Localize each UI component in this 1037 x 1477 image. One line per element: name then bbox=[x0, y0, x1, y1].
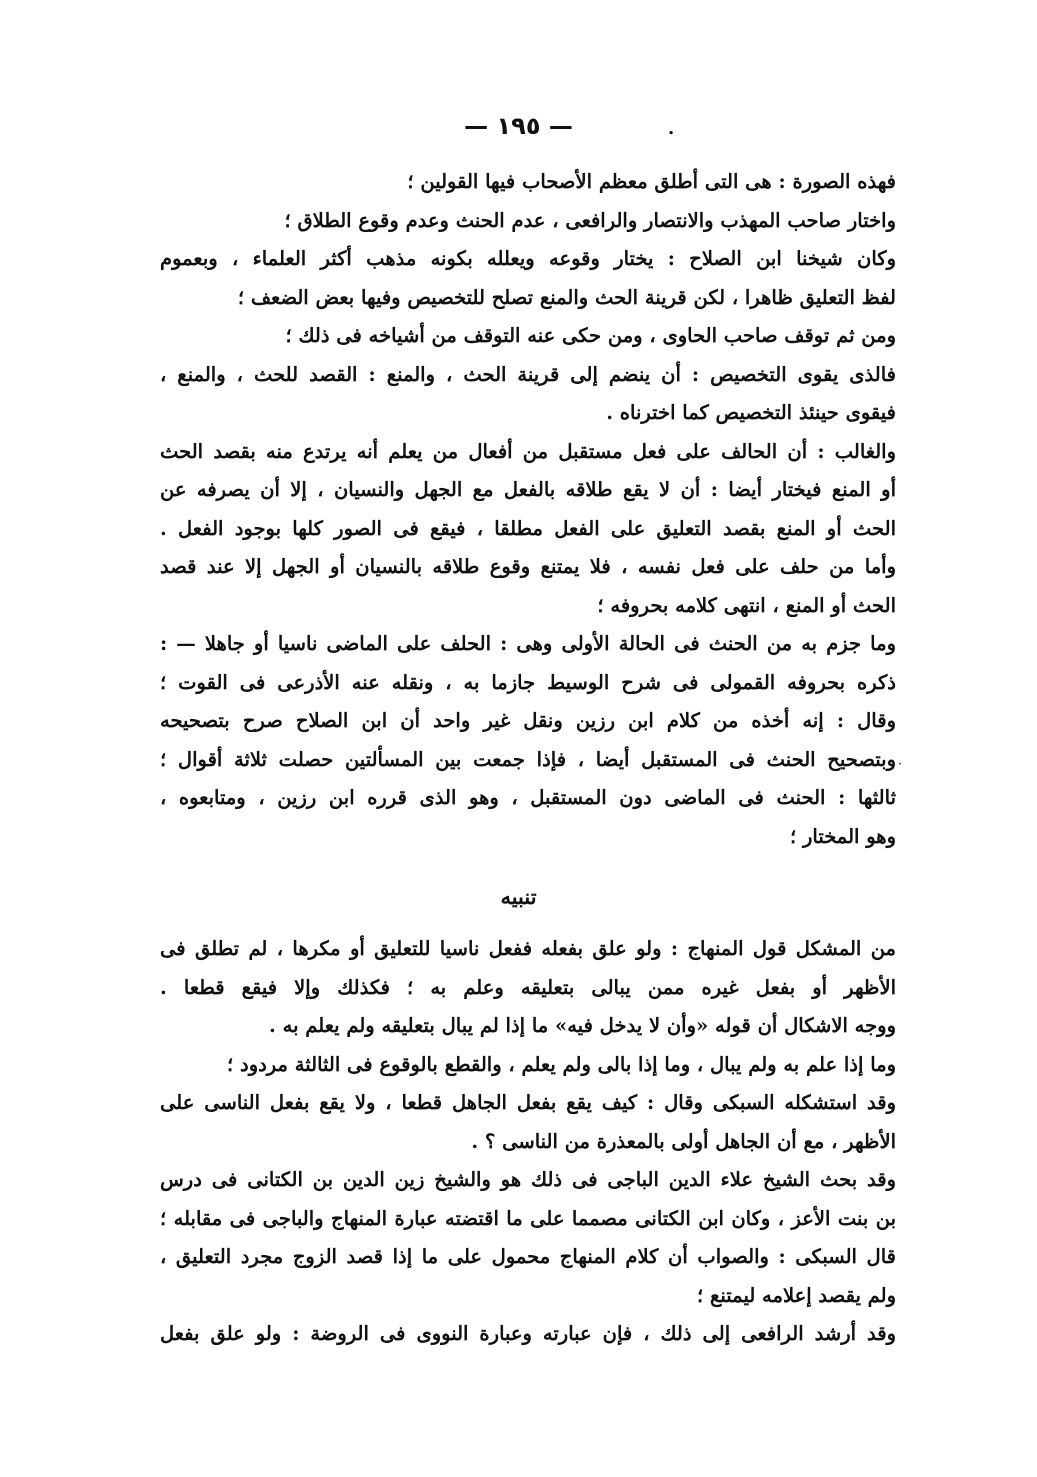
text-line: فالذى يقوى التخصيص : أن ينضم إلى قرينة الحث ، والمنع : القصد للحث ، والمنع ، bbox=[160, 362, 896, 386]
section-heading: تنبيه bbox=[500, 884, 537, 909]
text-line: فهذه الصورة : هى التى أطلق معظم الأصحاب فيها القولين ؛ bbox=[407, 170, 896, 193]
text-line: واختار صاحب المهذب والانتصار والرافعى ، عدم الحنث وعدم وقوع الطلاق ؛ bbox=[284, 208, 896, 232]
text-line: قال السبكى : والصواب أن كلام المنهاج محمول على ما إذا قصد الزوج مجرد التعليق ، bbox=[160, 1245, 896, 1268]
text-line: لفظ التعليق ظاهرا ، لكن قرينة الحث والمنع تصلح للتخصيص وفيها بعض الضعف ؛ bbox=[237, 285, 896, 309]
text-line: والغالب : أن الحالف على فعل مستقبل من أفعال من يعلم أنه يرتدع منه بقصد الحث bbox=[160, 439, 896, 463]
text-line: ولم يقصد إعلامه ليمتنع ؛ bbox=[697, 1283, 896, 1307]
text-line: ثالثها : الحنث فى الماضى دون المستقبل ، وهو الذى قرره ابن رزين ، ومتابعوه ، bbox=[160, 786, 896, 809]
text-line: فيقوى حينئذ التخصيص كما اخترناه . bbox=[606, 401, 896, 424]
text-line: الحث أو المنع ، انتهى كلامه بحروفه ؛ bbox=[597, 593, 896, 617]
text-line: وما إذا علم به ولم يبال ، وما إذا بالى ولم يعلم ، والقطع بالوقوع فى الثالثة مردود ؛ bbox=[227, 1052, 896, 1076]
text-line: الأظهر ، مع أن الجاهل أولى بالمعذرة من الناسى ؟ . bbox=[471, 1129, 896, 1153]
text-line: ومن ثم توقف صاحب الحاوى ، ومن حكى عنه التوقف من أشياخه فى ذلك ؛ bbox=[285, 324, 896, 347]
text-line: بن بنت الأعز ، وكان ابن الكتانى مصمما على ما اقتضته عبارة المنهاج والباجى فى مقابله ؛ bbox=[160, 1206, 896, 1230]
text-line: وقال : إنه أخذه من كلام ابن رزين ونقل غير واحد أن ابن الصلاح صرح بتصحيحه bbox=[160, 709, 896, 732]
text-line: وقد أرشد الرافعى إلى ذلك ، فإن عبارته وعبارة النووى فى الروضة : ولو علق بفعل bbox=[160, 1322, 896, 1345]
text-line: وأما من حلف على فعل نفسه ، فلا يمتنع وقوع طلاقه بالنسيان أو الجهل إلا عند قصد bbox=[160, 555, 896, 578]
text-line: وقد بحث الشيخ علاء الدين الباجى فى ذلك هو والشيخ زين الدين بن الكتانى فى درس bbox=[160, 1168, 896, 1191]
text-line: وهو المختار ؛ bbox=[789, 824, 896, 848]
page-number: — ١٩٥ — bbox=[464, 112, 573, 140]
text-line: من المشكل قول المنهاج : ولو علق بفعله ففعل ناسيا للتعليق أو مكرها ، لم تطلق فى bbox=[160, 937, 896, 960]
margin-mark: · bbox=[898, 757, 902, 771]
tanbih-text-block bbox=[160, 930, 896, 1354]
text-line: وقد استشكله السبكى وقال : كيف يقع بفعل الجاهل قطعا ، ولا يقع بفعل الناسى على bbox=[160, 1091, 896, 1114]
text-line: وما جزم به من الحنث فى الحالة الأولى وهى : الحلف على الماضى ناسيا أو جاهلا — : bbox=[160, 632, 896, 655]
text-line: وكان شيخنا ابن الصلاح : يختار وقوعه ويعلله بكونه مذهب أكثر العلماء ، وبعموم bbox=[160, 247, 896, 270]
text-line: أو المنع فيختار أيضا : أن لا يقع طلاقه بالفعل مع الجهل والنسيان ، إلا أن يصرفه عن bbox=[160, 478, 896, 501]
text-line: الأظهر أو بفعل غيره ممن يبالى بتعليقه وعلم به ؛ فكذلك وإلا فيقع قطعا . bbox=[160, 975, 896, 999]
text-line: وبتصحيح الحنث فى المستقبل أيضا ، فإذا جمعت بين المسألتين حصلت ثلاثة أقوال ؛ bbox=[160, 747, 896, 771]
text-line: ذكره بحروفه القمولى فى شرح الوسيط جازما به ، ونقله عنه الأذرعى فى القوت ؛ bbox=[160, 670, 896, 694]
text-line: الحث أو المنع بقصد التعليق على الفعل مطلقا ، فيقع فى الصور كلها بوجود الفعل . bbox=[160, 516, 896, 540]
text-line: ووجه الاشكال أن قوله «وأن لا يدخل فيه» ما إذا لم يبال بتعليقه ولم يعلم به . bbox=[269, 1014, 896, 1037]
main-text-block bbox=[160, 163, 896, 856]
page-dot: . bbox=[668, 118, 675, 139]
